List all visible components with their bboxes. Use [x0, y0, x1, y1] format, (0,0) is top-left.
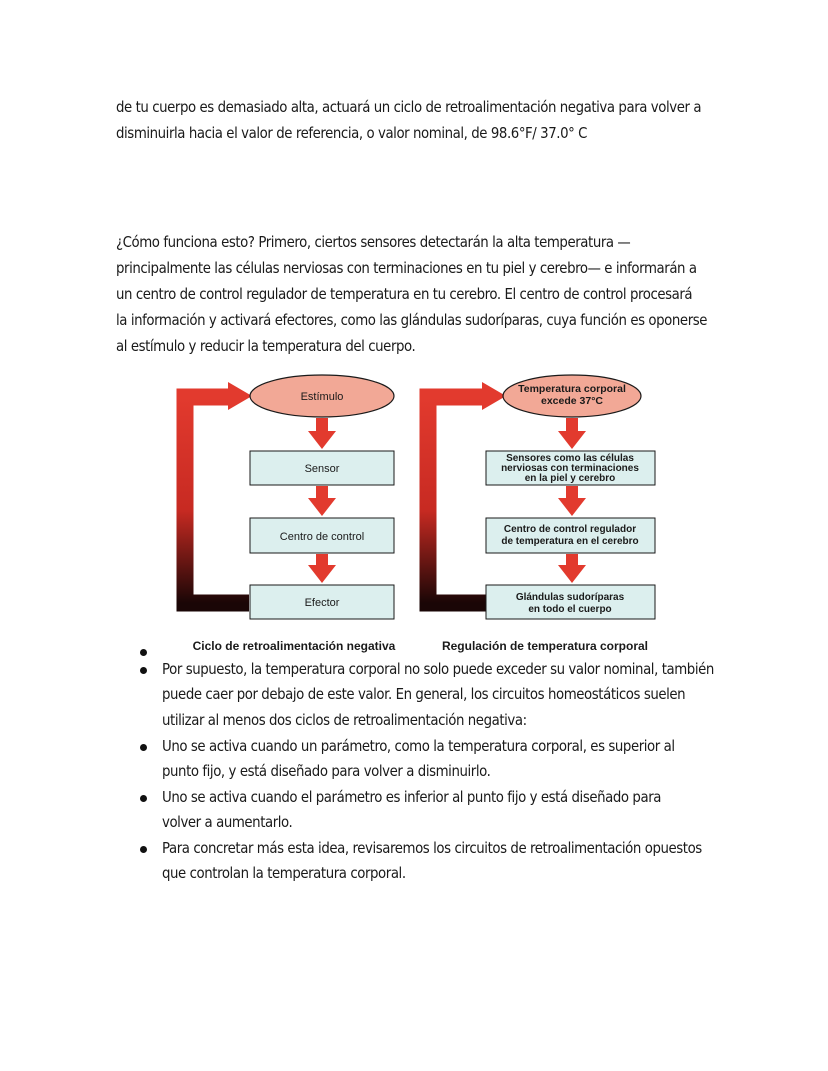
right-caption: Regulación de temperatura corporal — [441, 639, 649, 653]
bullet-line: punto fijo, y está diseñado para volver a disminuirlo. — [162, 762, 491, 780]
bullet-line: Para concretar más esta idea, revisaremos los circuitos de retroalimentación opuestos — [162, 839, 702, 857]
bullet-line: puede caer por debajo de este valor. En general, los circuitos homeostáticos suelen — [162, 685, 686, 703]
left-loop-arrow — [185, 397, 249, 603]
bullet-dot-icon — [140, 649, 147, 656]
paragraph-2-line: ¿Cómo funciona esto? Primero, ciertos sensores detectarán la alta temperatura — — [116, 233, 631, 251]
down-arrow — [558, 554, 586, 583]
bullet-line: Uno se activa cuando un parámetro, como la temperatura corporal, es superior al — [162, 737, 675, 755]
bullet-dot-icon — [140, 744, 147, 751]
paragraph-2-line: al estímulo y reducir la temperatura del cuerpo. — [116, 337, 416, 355]
right-control-line: Centro de control regulador — [503, 524, 637, 535]
down-arrow — [558, 418, 586, 449]
paragraph-2-line: la información y activará efectores, como las glándulas sudoríparas, cuya función es oponerse — [116, 311, 708, 329]
right-control-line: de temperatura en el cerebro — [501, 536, 639, 547]
bullet-line: volver a aumentarlo. — [162, 813, 293, 831]
right-stimulus-line: excede 37°C — [541, 395, 603, 407]
right-effector-line: en todo el cuerpo — [528, 604, 612, 615]
right-stimulus-line: Temperatura corporal — [518, 383, 626, 395]
bullet-line: Uno se activa cuando el parámetro es inferior al punto fijo y está diseñado para — [162, 788, 662, 806]
left-feedback-loop — [185, 375, 396, 653]
left-effector-label: Efector — [304, 597, 340, 609]
left-stimulus-label: Estímulo — [300, 391, 344, 403]
bullet-line: utilizar al menos dos ciclos de retroalimentación negativa: — [162, 711, 527, 729]
down-arrow — [308, 554, 336, 583]
bullet-dot-icon — [140, 795, 147, 802]
left-control-label: Centro de control — [279, 531, 365, 543]
down-arrow — [308, 418, 336, 449]
bullet-dot-icon — [140, 846, 147, 853]
bullet-line: que controlan la temperatura corporal. — [162, 864, 406, 882]
down-arrow — [308, 486, 336, 516]
left-caption: Ciclo de retroalimentación negativa — [192, 639, 396, 653]
right-sensor-line: en la piel y cerebro — [524, 473, 616, 484]
right-sensor-line: nerviosas con terminaciones — [501, 463, 639, 474]
bullet-line: Por supuesto, la temperatura corporal no solo puede exceder su valor nominal, también — [162, 660, 714, 678]
left-loop-arrowhead — [228, 382, 252, 410]
right-sensor-line: Sensores como las células — [506, 453, 634, 464]
paragraph-2-line: un centro de control regulador de temperatura en tu cerebro. El centro de control procesará — [116, 285, 693, 303]
down-arrow — [558, 486, 586, 516]
left-sensor-label: Sensor — [304, 463, 340, 475]
paragraph-1-line: de tu cuerpo es demasiado alta, actuará un ciclo de retroalimentación negativa para volver a — [116, 98, 702, 116]
paragraph-2-line: principalmente las células nerviosas con terminaciones en tu piel y cerebro— e informarán a — [116, 259, 697, 277]
paragraph-1-line: disminuirla hacia el valor de referencia, o valor nominal, de 98.6°F/ 37.0° C — [116, 124, 588, 142]
bullet-dot-icon — [140, 667, 147, 674]
right-effector-line: Glándulas sudoríparas — [515, 592, 625, 603]
right-loop-arrow — [428, 397, 486, 603]
right-feedback-loop — [428, 375, 655, 653]
